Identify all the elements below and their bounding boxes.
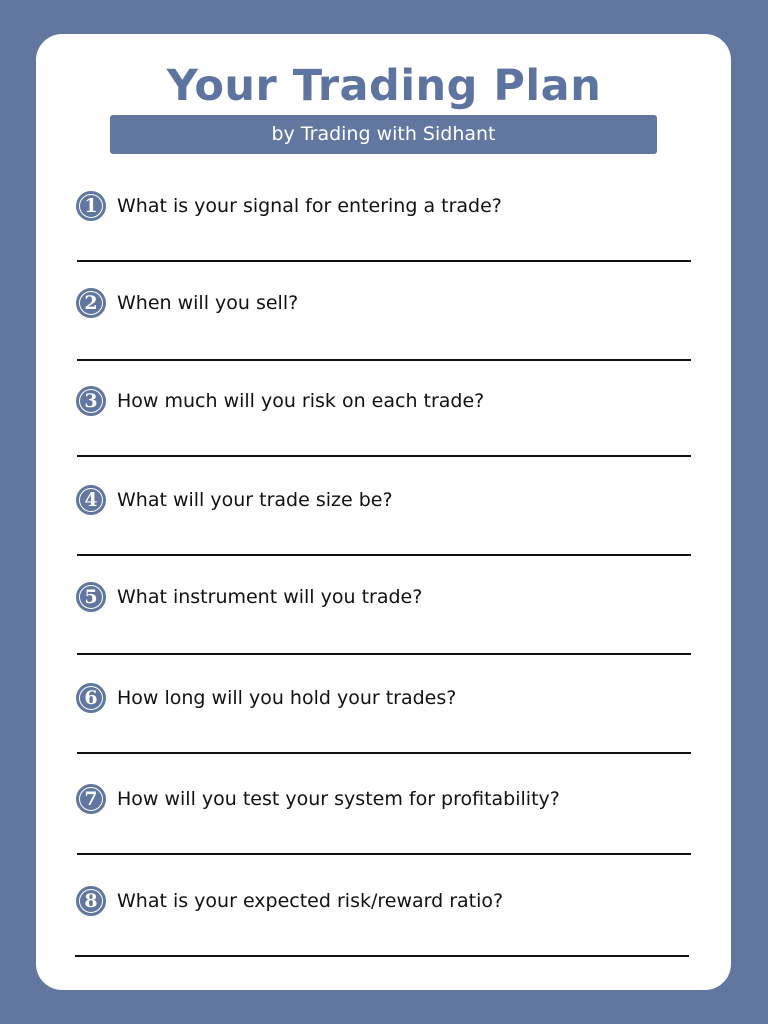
- question-item: [76, 784, 696, 856]
- question-item: [76, 191, 696, 263]
- question-item: [76, 582, 696, 654]
- number-badge-icon: [76, 485, 106, 515]
- number-badge-icon: [76, 683, 106, 713]
- question-number: 7: [84, 788, 98, 810]
- subtitle-banner: [110, 115, 657, 154]
- page-title: Your Trading Plan: [166, 61, 602, 111]
- question-number: 5: [84, 586, 98, 608]
- number-badge-icon: [76, 886, 106, 916]
- question-text: When will you sell?: [117, 292, 299, 314]
- question-item: [76, 886, 696, 958]
- question-text: How much will you risk on each trade?: [117, 390, 485, 412]
- number-badge-icon: [76, 288, 106, 318]
- answer-line[interactable]: [77, 752, 691, 754]
- question-text: What is your expected risk/reward ratio?: [117, 890, 504, 912]
- question-item: [76, 683, 696, 755]
- question-text: What is your signal for entering a trade?: [117, 195, 502, 217]
- answer-line[interactable]: [77, 853, 691, 855]
- question-text: How long will you hold your trades?: [117, 687, 457, 709]
- question-item: [76, 386, 696, 458]
- question-item: [76, 485, 696, 557]
- answer-line[interactable]: [77, 359, 691, 361]
- answer-line[interactable]: [77, 653, 691, 655]
- number-badge-icon: [76, 386, 106, 416]
- question-number: 4: [84, 489, 98, 511]
- answer-line[interactable]: [75, 955, 689, 957]
- question-number: 1: [84, 195, 98, 217]
- question-number: 6: [84, 687, 98, 709]
- question-number: 3: [84, 390, 98, 412]
- question-number: 8: [84, 890, 98, 912]
- answer-line[interactable]: [77, 455, 691, 457]
- question-number: 2: [84, 292, 98, 314]
- question-text: What instrument will you trade?: [117, 586, 423, 608]
- answer-line[interactable]: [77, 554, 691, 556]
- subtitle-text: by Trading with Sidhant: [271, 123, 496, 145]
- answer-line[interactable]: [77, 260, 691, 262]
- question-item: [76, 288, 696, 360]
- number-badge-icon: [76, 582, 106, 612]
- number-badge-icon: [76, 191, 106, 221]
- question-text: How will you test your system for profitability?: [117, 788, 560, 810]
- question-text: What will your trade size be?: [117, 489, 393, 511]
- number-badge-icon: [76, 784, 106, 814]
